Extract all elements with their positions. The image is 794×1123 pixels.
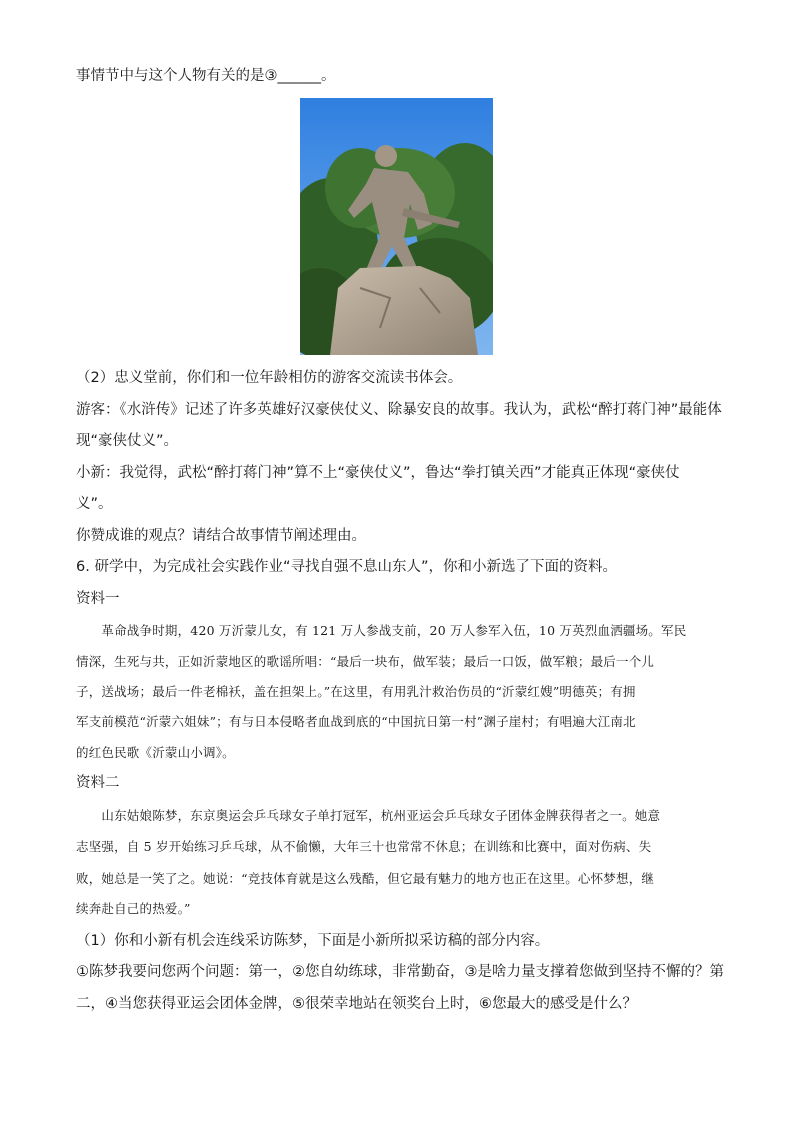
text-line-3: 游客：《水浒传》记述了许多英雄好汉豪侠仗义、除暴安良的故事。我认为，武松“醉打蒋门神”最能体 xyxy=(76,402,722,418)
text-line-2: （2）忠义堂前，你们和一位年龄相仿的游客交流读书体会。 xyxy=(76,370,463,386)
material-1-line-2: 情深，生死与共，正如沂蒙地区的歌谣所唱：“最后一块布，做军装；最后一口饭，做军粮；最后一个儿 xyxy=(76,654,655,669)
text-line-6: 义”。 xyxy=(76,496,113,512)
material-2-line-2: 志坚强，自 5 岁开始练习乒乓球，从不偷懒，大年三十也常常不休息；在训练和比赛中，面对伤病、失 xyxy=(76,839,652,854)
material-2-line-3: 败，她总是一笑了之。她说：“竞技体育就是这么残酷，但它最有魅力的地方也正在这里。心怀梦想，继 xyxy=(76,871,655,886)
wu-song-statue-photo xyxy=(300,98,493,355)
material-1-line-5: 的红色民歌《沂蒙山小调》。 xyxy=(76,745,235,760)
material-2-line-1: 山东姑娘陈梦，东京奥运会乒乓球女子单打冠军，杭州亚运会乒乓球女子团体金牌获得者之一。她意 xyxy=(76,808,661,823)
text-line-5: 小新：我觉得，武松“醉打蒋门神”算不上“豪侠仗义”，鲁达“拳打镇关西”才能真正体现“豪侠仗 xyxy=(76,465,680,481)
material-1-label: 资料一 xyxy=(76,591,120,607)
material-1-line-4: 军支前模范“沂蒙六姐妹”；有与日本侵略者血战到底的“中国抗日第一村”渊子崖村；有唱遍大江南北 xyxy=(76,714,636,729)
material-2-label: 资料二 xyxy=(76,775,120,791)
material-1-line-1: 革命战争时期，420 万沂蒙儿女，有 121 万人参战支前，20 万人参军入伍，10 万英烈血洒疆场。军民 xyxy=(76,623,687,638)
text-line-7: 你赞成谁的观点？请结合故事情节阐述理由。 xyxy=(76,528,366,544)
text-line-interview-intro: （1）你和小新有机会连线采访陈梦，下面是小新所拟采访稿的部分内容。 xyxy=(76,933,550,949)
material-2-line-4: 续奔赴自己的热爱。” xyxy=(76,901,191,916)
interview-draft-line-2: 二，④当您获得亚运会团体金牌，⑤很荣幸地站在领奖台上时，⑥您最大的感受是什么？ xyxy=(76,996,637,1012)
material-1-line-3: 子，送战场；最后一件老棉袄，盖在担架上。”在这里，有用乳汁救治伤员的“沂蒙红嫂”明德英；有拥 xyxy=(76,684,636,699)
text-line-4: 现“豪侠仗义”。 xyxy=(76,433,179,449)
interview-draft-line-1: ①陈梦我要问您两个问题：第一，②您自幼练球，非常勤奋，③是啥力量支撑着您做到坚持不懈的？第 xyxy=(76,964,724,980)
text-line-1: 事情节中与这个人物有关的是③______。 xyxy=(76,68,336,84)
question-6-heading: 6. 研学中，为完成社会实践作业“寻找自强不息山东人”，你和小新选了下面的资料。 xyxy=(76,559,617,575)
